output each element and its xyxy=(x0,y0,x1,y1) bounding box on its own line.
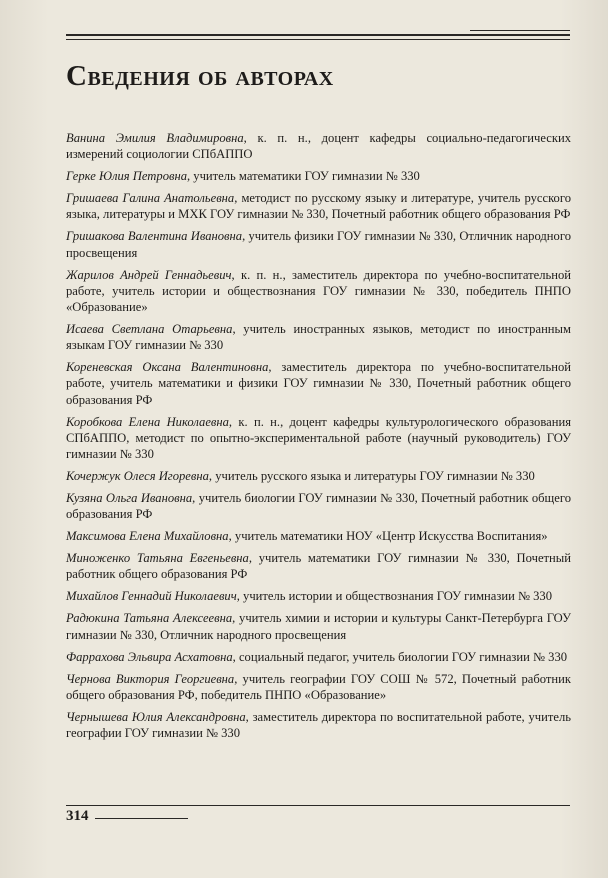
author-description: , учитель математики ГОУ гимназии № 330 xyxy=(187,169,420,184)
author-name: Кореневская Оксана Валентиновна xyxy=(66,360,269,375)
author-name: Радюкина Татьяна Алексеевна xyxy=(66,611,233,626)
author-entry xyxy=(66,528,571,544)
author-description: , учитель физики ГОУ гимназии № 330, Отличник народного просвещения xyxy=(66,229,571,260)
author-entry xyxy=(66,228,571,260)
author-name: Чернышева Юлия Александровна xyxy=(66,709,246,724)
author-name: Чернова Виктория Георгиевна xyxy=(66,671,235,686)
author-description: , социальный педагог, учитель биологии ГОУ гимназии № 330 xyxy=(232,649,568,664)
author-entry xyxy=(66,130,571,162)
author-name: Михайлов Геннадий Николаевич xyxy=(66,589,237,604)
author-name: Коробкова Елена Николаевна xyxy=(66,414,229,429)
author-description: , учитель химии и истории и культуры Санкт-Петербурга ГОУ гимназии № 330, Отличник народного просвещения xyxy=(66,611,571,642)
author-name: Гришакова Валентина Ивановна xyxy=(66,229,243,244)
author-description: , учитель биологии ГОУ гимназии № 330, Почетный работник общего образования РФ xyxy=(66,491,571,522)
author-entry xyxy=(66,414,571,463)
header-rule xyxy=(66,34,570,36)
author-description: , учитель математики НОУ «Центр Искусства Воспитания» xyxy=(228,529,548,544)
author-entry xyxy=(66,649,571,665)
author-description: , к. п. н., доцент кафедры социально-педагогических измерений социологии СПбАППО xyxy=(66,131,571,162)
header-rule-thin xyxy=(66,39,570,40)
author-name: Миноженко Татьяна Евгеньевна xyxy=(66,551,249,566)
author-entry xyxy=(66,550,571,582)
author-entry xyxy=(66,190,571,222)
author-description: , учитель русского языка и литературы ГОУ гимназии № 330 xyxy=(208,469,535,484)
author-name: Гришаева Галина Анатольевна xyxy=(66,191,235,206)
author-description: , учитель математики ГОУ гимназии № 330, Почетный работник общего образования РФ xyxy=(66,551,571,582)
author-name: Максимова Елена Михайловна xyxy=(66,529,229,544)
author-entry xyxy=(66,468,571,484)
page-number: 314 xyxy=(66,808,89,824)
author-name: Исаева Светлана Отарьевна xyxy=(66,322,233,337)
author-description: , учитель иностранных языков, методист по иностранным языкам ГОУ гимназии № 330 xyxy=(66,322,571,353)
author-entry xyxy=(66,610,571,642)
author-entry xyxy=(66,168,571,184)
author-entry xyxy=(66,671,571,703)
author-description: , к. п. н., заместитель директора по учебно-воспитательной работе, учитель истории и обществознания ГОУ гимназии № 330, победитель ПНПО «Образование» xyxy=(66,267,571,315)
authors-list xyxy=(66,130,571,747)
author-description: , заместитель директора по учебно-воспитательной работе, учитель математики и физики ГОУ гимназии № 330, Почетный работник общего образования РФ xyxy=(66,360,571,407)
author-entry xyxy=(66,588,571,604)
author-description: , заместитель директора по воспитательной работе, учитель географии ГОУ гимназии № 330 xyxy=(66,709,571,741)
author-entry xyxy=(66,709,571,741)
author-name: Ванина Эмилия Владимировна xyxy=(66,131,244,145)
page-number-rule xyxy=(95,818,188,819)
author-description: , методист по русскому языку и литературе, учитель русского языка, литературы и МХК ГОУ гимназии № 330, Почетный работник общего образования РФ xyxy=(66,191,571,222)
header-rule-short xyxy=(470,30,570,31)
footer-rule xyxy=(66,805,570,806)
author-name: Фаррахова Эльвира Асхатовна xyxy=(66,649,233,664)
author-description: , к. п. н., доцент кафедры культурологического образования СПбАППО, методист по опытно-экспериментальной работе (научный руководитель) ГОУ гимназии № 330 xyxy=(66,414,571,462)
page-title: Сведения об авторах xyxy=(66,60,334,92)
author-entry xyxy=(66,267,571,316)
author-name: Герке Юлия Петровна xyxy=(66,169,187,184)
author-name: Жарилов Андрей Геннадьевич xyxy=(66,267,232,282)
author-name: Кочержук Олеся Игоревна xyxy=(66,469,209,484)
author-entry xyxy=(66,490,571,522)
author-name: Кузяна Ольга Ивановна xyxy=(66,491,193,506)
author-entry xyxy=(66,321,571,353)
author-description: , учитель истории и обществознания ГОУ гимназии № 330 xyxy=(236,589,553,604)
author-description: , учитель географии ГОУ СОШ № 572, Почетный работник общего образования РФ, победитель ПНПО «Образование» xyxy=(66,671,571,702)
author-entry xyxy=(66,359,571,408)
